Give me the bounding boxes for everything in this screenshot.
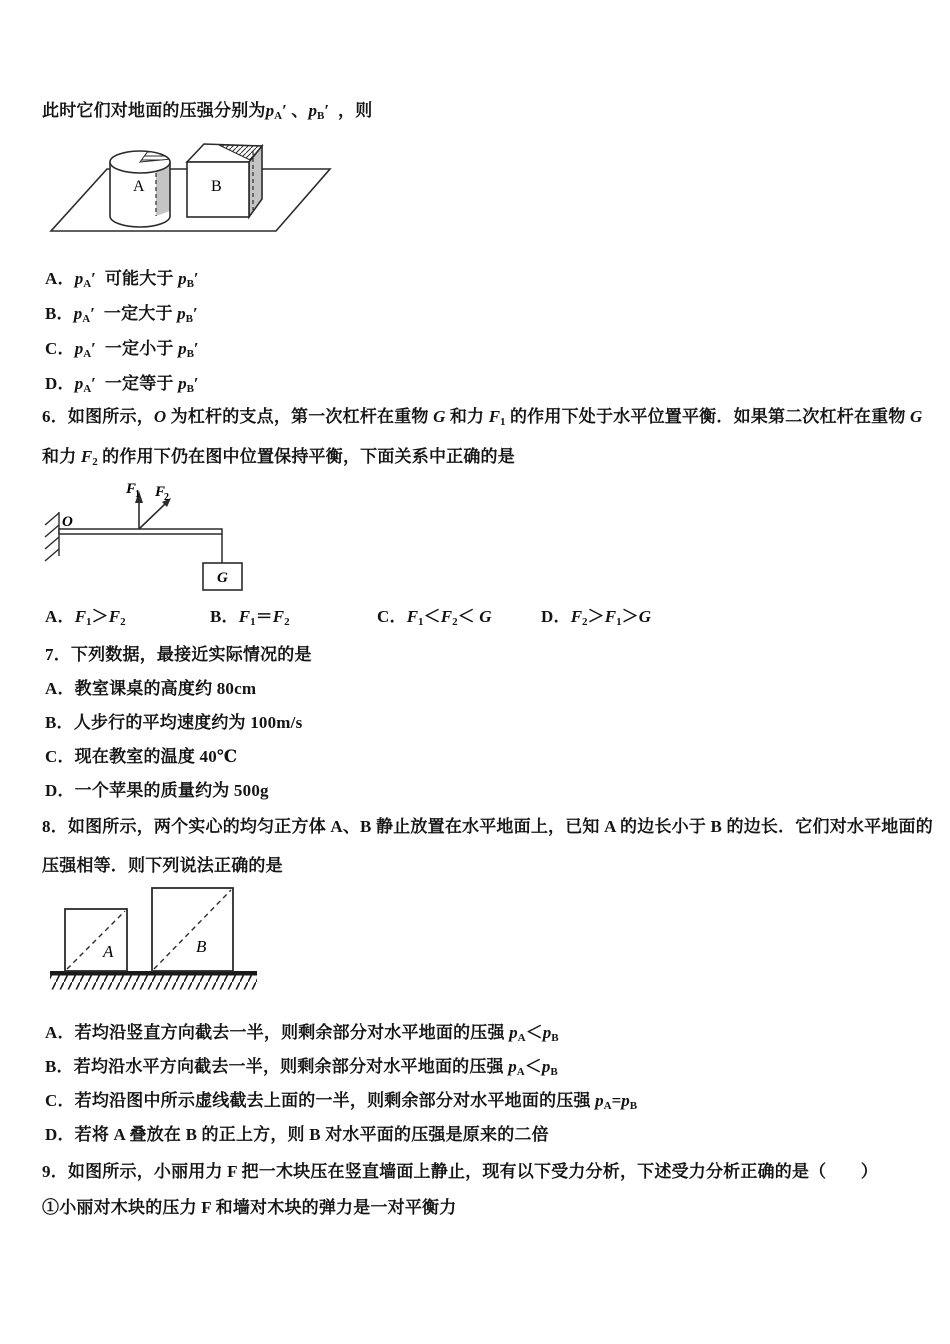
ground-hatching xyxy=(50,976,257,990)
q8-option-c: C．若均沿图中所示虚线截去上面的一半，则剩余部分对水平地面的压强 pA=pB xyxy=(45,1091,638,1112)
cube-b-label: B xyxy=(211,178,222,195)
q8-figure xyxy=(48,886,278,994)
q7-option-a: A．教室课桌的高度约 80cm xyxy=(45,679,257,698)
q8-stem-line2: 压强相等．则下列说法正确的是 xyxy=(42,856,283,875)
cylinder-a-label: A xyxy=(133,178,145,195)
q5-option-a: A．pA′ 可能大于 pB′ xyxy=(45,269,199,290)
q8-option-a: A．若均沿竖直方向截去一半，则剩余部分对水平地面的压强 pA＜pB xyxy=(45,1023,559,1044)
q8-option-b: B．若均沿水平方向截去一半，则剩余部分对水平地面的压强 pA＜pB xyxy=(45,1057,558,1078)
q6-option-a: A．F1＞F2 xyxy=(45,607,126,628)
weight-g-label: G xyxy=(217,570,228,586)
square-a xyxy=(65,909,127,971)
q7-option-c: C．现在教室的温度 40℃ xyxy=(45,747,238,766)
q6-stem-line2: 和力 F2 的作用下仍在图中位置保持平衡，下面关系中正确的是 xyxy=(42,447,515,468)
q7-option-b: B．人步行的平均速度约为 100m/s xyxy=(45,713,303,732)
square-a-label: A xyxy=(103,942,114,961)
q5-intro-text: 此时它们对地面的压强分别为pA′ 、pB′ ，则 xyxy=(42,101,373,122)
q6-option-c: C．F1＜F2＜ G xyxy=(377,607,492,628)
q5-option-d: D．pA′ 一定等于 pB′ xyxy=(45,374,199,395)
square-b xyxy=(152,888,233,971)
force-f1-label: F xyxy=(126,481,137,497)
q6-option-d: D．F2＞F1＞G xyxy=(541,607,652,628)
q7-stem: 7．下列数据，最接近实际情况的是 xyxy=(45,645,312,664)
q6-option-b: B．F1＝F2 xyxy=(210,607,290,628)
cube-b xyxy=(187,144,262,217)
q6-stem-line1: 6．如图所示，O 为杠杆的支点，第一次杠杆在重物 G 和力 F1 的作用下处于水平位置平衡．如果第二次杠杆在重物 G xyxy=(42,407,923,428)
q8-option-d: D．若将 A 叠放在 B 的正上方，则 B 对水平面的压强是原来的二倍 xyxy=(45,1125,549,1144)
cylinder-a xyxy=(110,151,170,227)
q9-stem: 9．如图所示，小丽用力 F 把一木块压在竖直墙面上静止，现有以下受力分析，下述受力分析正确的是（ ） xyxy=(42,1162,878,1181)
force-f2-label: F xyxy=(155,484,166,500)
q5-option-b: B．pA′ 一定大于 pB′ xyxy=(45,304,198,325)
q7-option-d: D．一个苹果的质量约为 500g xyxy=(45,781,269,800)
fulcrum-o-label: O xyxy=(62,514,73,530)
lever-bar xyxy=(59,529,222,534)
q9-item-1: ①小丽对木块的压力 F 和墙对木块的弹力是一对平衡力 xyxy=(42,1198,457,1217)
q5-figure xyxy=(46,138,336,238)
wall-hatching xyxy=(45,512,59,561)
force-f1-sub: 1 xyxy=(135,489,140,500)
q8-stem-line1: 8．如图所示，两个实心的均匀正方体 A、B 静止放置在水平地面上，已知 A 的边长小于 B 的边长．它们对水平地面的 xyxy=(42,817,933,836)
q5-option-c: C．pA′ 一定小于 pB′ xyxy=(45,339,199,360)
force-f2-sub: 2 xyxy=(164,492,169,503)
q6-figure xyxy=(38,478,268,596)
square-b-label: B xyxy=(196,937,207,956)
